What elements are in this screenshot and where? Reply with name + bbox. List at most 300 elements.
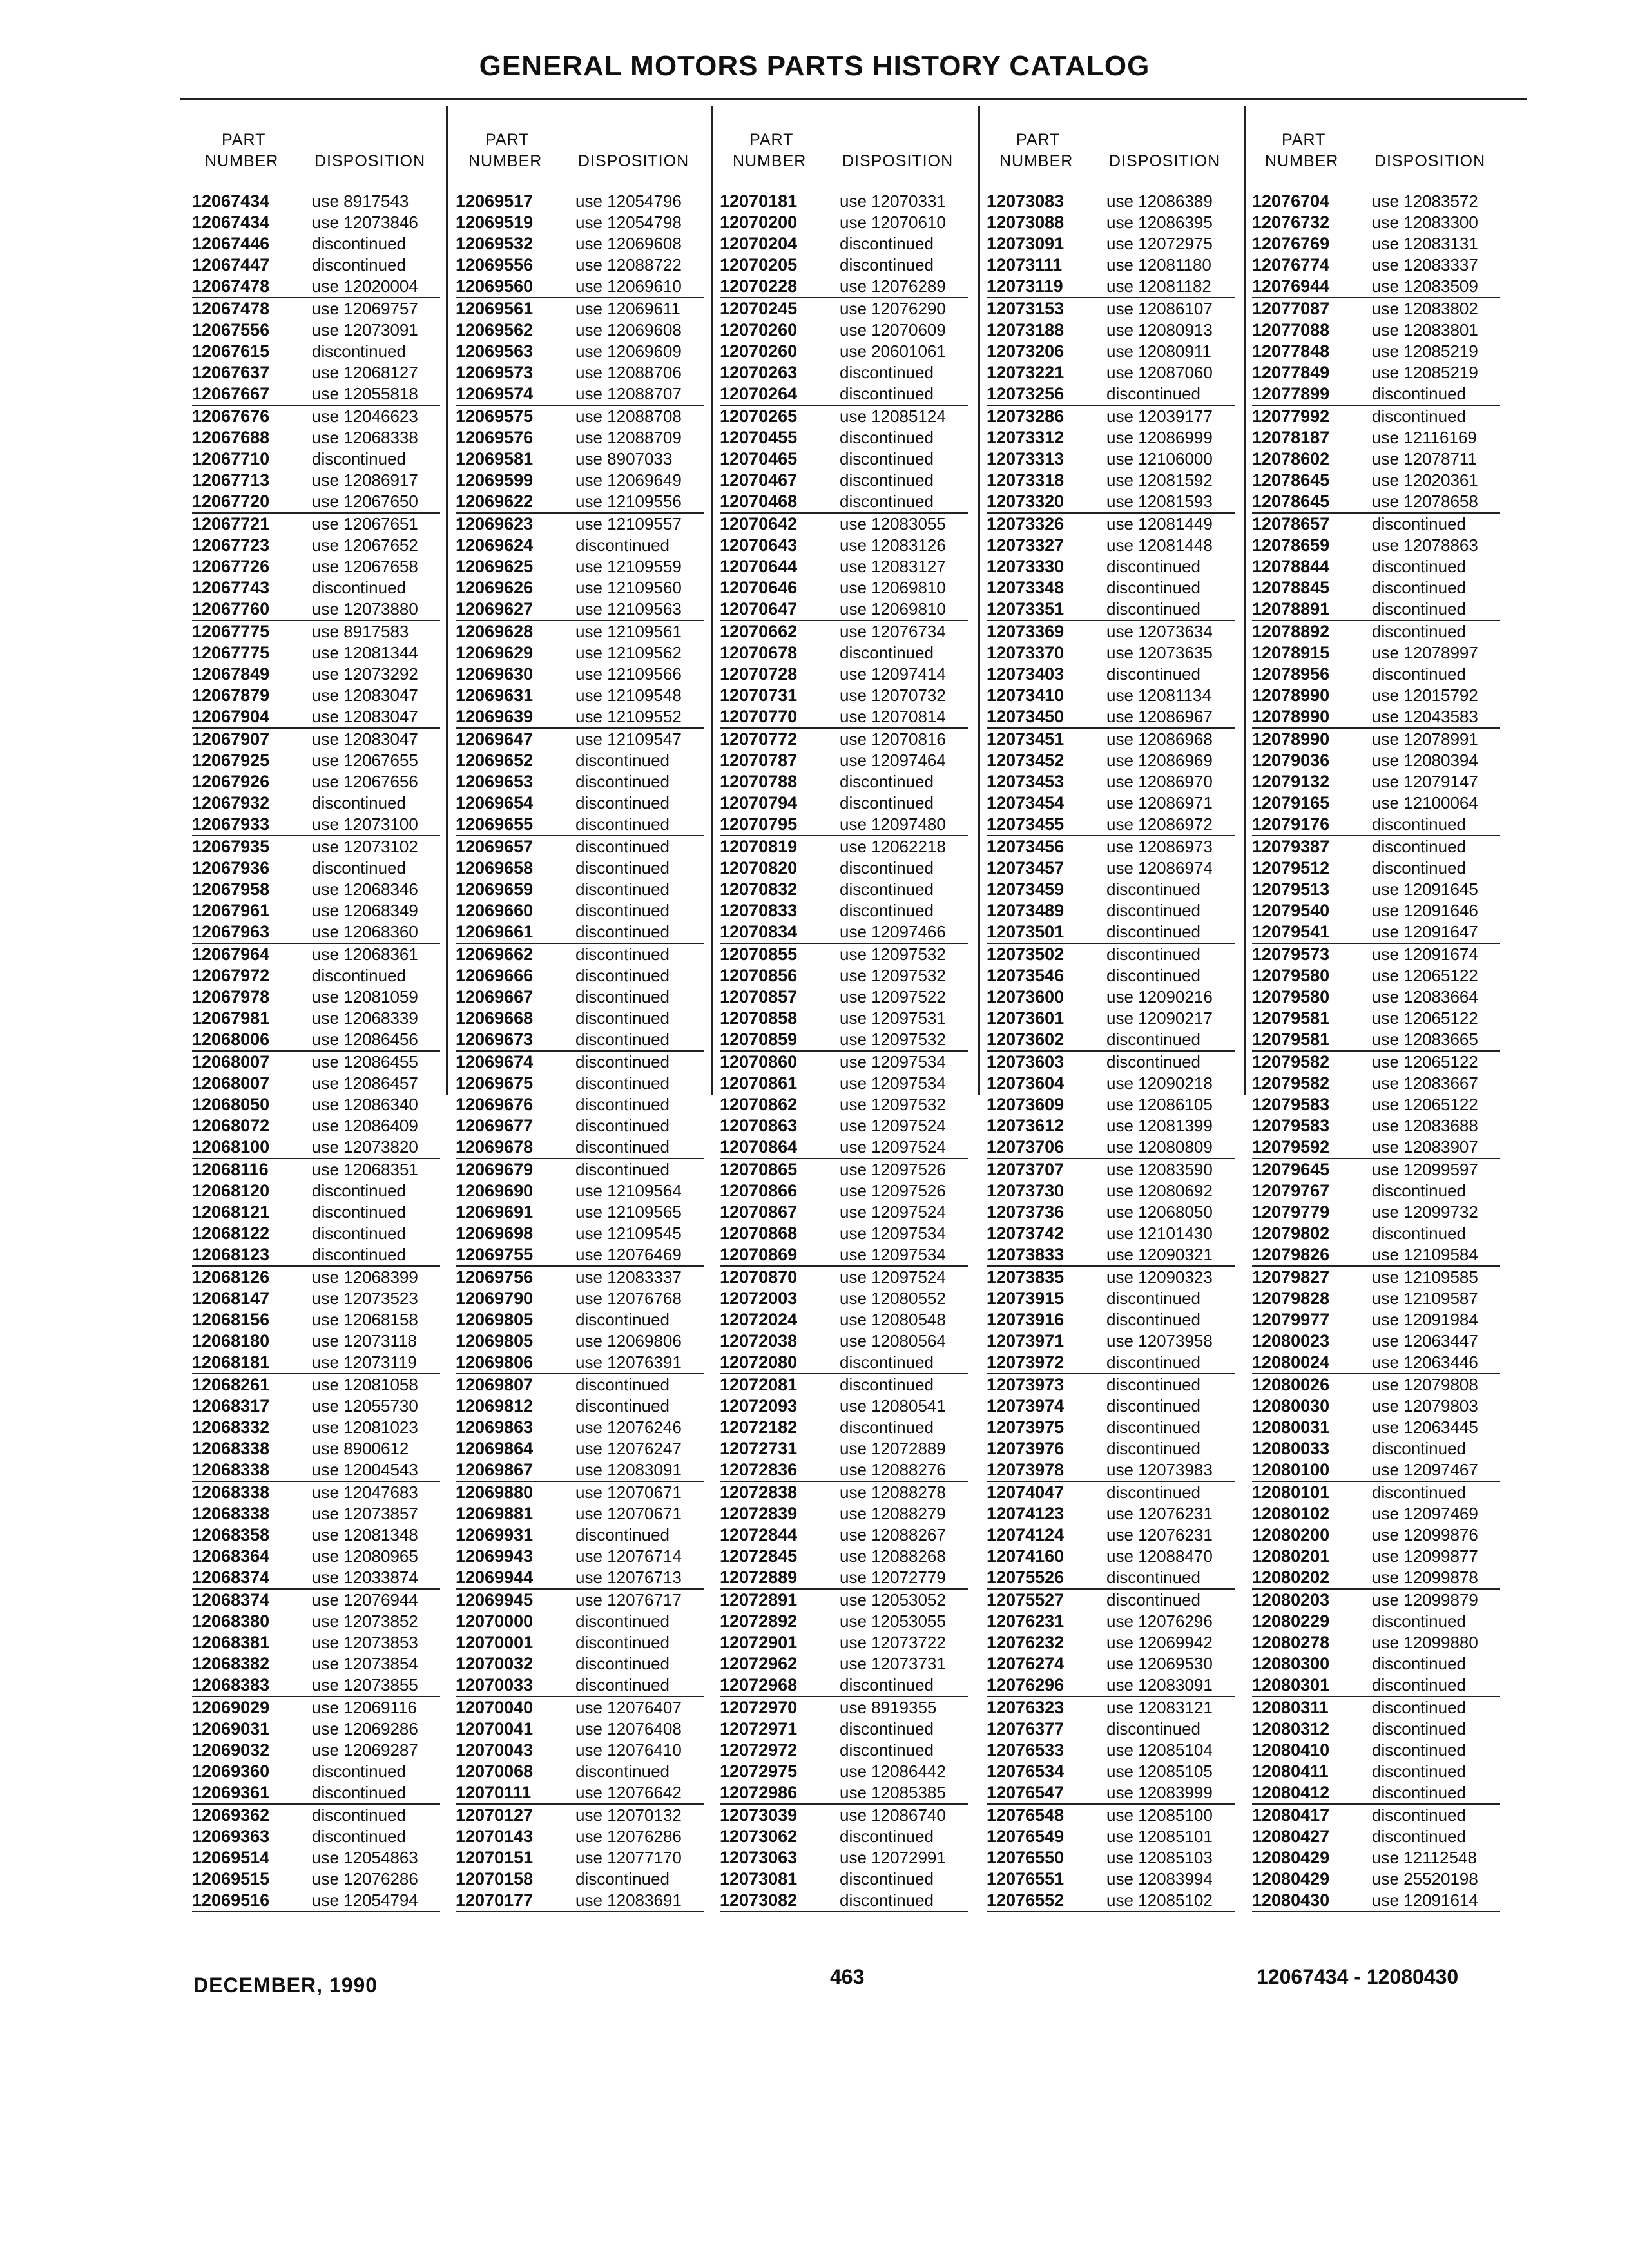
disposition: use 12076247 (575, 1439, 682, 1458)
table-row (1252, 1202, 1500, 1223)
part-number: 12070000 (456, 1611, 534, 1631)
part-number: 12079645 (1252, 1160, 1330, 1179)
disposition: discontinued (1106, 922, 1200, 941)
table-row (1252, 858, 1500, 879)
part-number: 12069805 (456, 1310, 534, 1329)
part-number: 12068317 (192, 1396, 270, 1416)
table-row (1252, 298, 1500, 320)
part-number: 12073063 (720, 1848, 798, 1867)
table-row (720, 1890, 968, 1912)
disposition: use 12085102 (1106, 1890, 1213, 1910)
disposition: use 12070671 (575, 1483, 682, 1502)
table-row (720, 771, 968, 793)
disposition: use 12069116 (312, 1698, 417, 1717)
part-number: 12076533 (987, 1740, 1065, 1760)
table-row (456, 1137, 704, 1159)
table-row (192, 535, 440, 556)
disposition: use 12072991 (840, 1848, 946, 1867)
table-row (987, 1052, 1235, 1073)
table-row (456, 685, 704, 706)
table-row (720, 1309, 968, 1331)
table-row (192, 1524, 440, 1546)
disposition: discontinued (840, 643, 934, 662)
table-row (720, 1590, 968, 1611)
table-row (720, 1374, 968, 1396)
part-number: 12067721 (192, 514, 270, 533)
table-row (720, 1223, 968, 1244)
part-number: 12070858 (720, 1008, 798, 1028)
disposition: use 12099879 (1372, 1590, 1478, 1610)
disposition: use 12086409 (312, 1116, 418, 1135)
part-number: 12073091 (987, 234, 1065, 253)
table-row (1252, 1826, 1500, 1847)
part-number: 12079540 (1252, 901, 1330, 920)
table-row (456, 427, 704, 448)
part-number: 12073111 (987, 255, 1063, 274)
part-number: 12069647 (456, 729, 534, 749)
table-row (192, 1137, 440, 1159)
disposition: use 12083127 (840, 557, 946, 576)
part-number: 12070263 (720, 363, 798, 382)
table-row (192, 1740, 440, 1761)
table-row (1252, 320, 1500, 341)
disposition: use 12070671 (575, 1504, 682, 1523)
disposition: use 12076286 (312, 1869, 418, 1888)
part-number: 12069629 (456, 643, 534, 662)
table-row (720, 298, 968, 320)
part-number: 12069661 (456, 922, 534, 941)
disposition: use 12083509 (1372, 276, 1478, 296)
part-number: 12070788 (720, 772, 798, 791)
disposition: use 12070331 (840, 191, 946, 211)
table-row (192, 1675, 440, 1697)
part-number: 12069622 (456, 492, 534, 511)
part-number: 12069657 (456, 837, 534, 856)
disposition: use 12081593 (1106, 492, 1213, 511)
table-row (720, 535, 968, 556)
disposition: use 12068158 (312, 1310, 418, 1329)
disposition: use 12086971 (1106, 793, 1213, 812)
disposition: use 12109584 (1372, 1245, 1478, 1264)
part-number: 12067478 (192, 299, 270, 318)
table-row (192, 986, 440, 1008)
table-row (720, 1567, 968, 1590)
table-row (1252, 577, 1500, 599)
disposition: discontinued (312, 1783, 406, 1802)
part-number: 12079165 (1252, 793, 1330, 812)
part-number: 12069945 (456, 1590, 534, 1610)
table-row (987, 1546, 1235, 1567)
table-row (720, 1611, 968, 1632)
table-row (456, 1223, 704, 1244)
disposition: use 12109557 (575, 514, 682, 533)
footer-date: DECEMBER, 1990 (193, 1974, 378, 1997)
disposition: use 12063447 (1372, 1331, 1478, 1350)
table-row (1252, 383, 1500, 406)
disposition: discontinued (840, 492, 934, 511)
header-number: NUMBER (999, 152, 1074, 170)
table-row (1252, 1503, 1500, 1524)
disposition: discontinued (840, 449, 934, 468)
table-row (987, 858, 1235, 879)
table-row (1252, 900, 1500, 921)
disposition: use 12065122 (1372, 966, 1478, 985)
part-number: 12069599 (456, 470, 534, 490)
part-number: 12078659 (1252, 535, 1330, 555)
disposition: discontinued (840, 1719, 934, 1738)
disposition: use 12086973 (1106, 837, 1213, 856)
table-row (456, 233, 704, 255)
disposition: use 12068127 (312, 363, 418, 382)
disposition: discontinued (575, 837, 670, 856)
disposition: use 12073100 (312, 814, 418, 834)
table-row (987, 556, 1235, 577)
part-number: 12072891 (720, 1590, 798, 1610)
column-divider (1244, 106, 1246, 1095)
table-row (456, 1396, 704, 1417)
table-row (987, 255, 1235, 276)
part-number: 12073088 (987, 213, 1065, 232)
table-row (987, 706, 1235, 729)
disposition: use 12083664 (1372, 987, 1478, 1006)
table-row (987, 1244, 1235, 1267)
part-number: 12068358 (192, 1525, 270, 1544)
disposition: use 12085103 (1106, 1848, 1213, 1867)
table-row (720, 1675, 968, 1697)
table-row (456, 1632, 704, 1653)
table-row (192, 1202, 440, 1223)
disposition: use 12097524 (840, 1202, 946, 1222)
disposition: discontinued (1106, 1590, 1200, 1610)
disposition: discontinued (575, 1052, 670, 1072)
part-number: 12073206 (987, 341, 1065, 361)
part-number: 12070870 (720, 1267, 798, 1287)
header-number: NUMBER (1265, 152, 1339, 170)
part-number: 12067434 (192, 191, 270, 211)
table-row (192, 1653, 440, 1675)
table-row (456, 577, 704, 599)
disposition: use 8900612 (312, 1439, 409, 1458)
part-number: 12078956 (1252, 664, 1330, 684)
part-number: 12070819 (720, 837, 798, 856)
disposition: use 12083907 (1372, 1137, 1478, 1157)
part-number: 12069562 (456, 320, 534, 340)
table-row (720, 1438, 968, 1459)
table-row (1252, 1309, 1500, 1331)
table-row (720, 621, 968, 642)
table-row (720, 362, 968, 383)
part-number: 12072901 (720, 1633, 798, 1652)
disposition: use 12081348 (312, 1525, 418, 1544)
table-row (456, 1052, 704, 1073)
disposition: discontinued (1106, 1439, 1200, 1458)
part-number: 12079580 (1252, 987, 1330, 1006)
disposition: use 12076713 (575, 1568, 682, 1587)
disposition: use 12072975 (1106, 234, 1213, 253)
disposition: use 12083994 (1106, 1869, 1213, 1888)
disposition: discontinued (575, 1762, 670, 1781)
disposition: use 12073731 (840, 1654, 946, 1673)
disposition: use 12070609 (840, 320, 946, 340)
table-row (456, 664, 704, 685)
table-row (192, 1611, 440, 1632)
disposition: discontinued (312, 578, 406, 597)
part-number: 12080203 (1252, 1590, 1330, 1610)
part-number: 12069658 (456, 858, 534, 878)
disposition: use 12083337 (1372, 255, 1478, 274)
disposition: use 12097526 (840, 1181, 946, 1200)
disposition: use 12086970 (1106, 772, 1213, 791)
part-number: 12079977 (1252, 1310, 1330, 1329)
disposition: use 12097526 (840, 1160, 946, 1179)
disposition: use 12088279 (840, 1504, 946, 1523)
part-number: 12070465 (720, 449, 798, 468)
table-row (456, 383, 704, 406)
part-number: 12069673 (456, 1030, 534, 1049)
disposition: use 12076407 (575, 1698, 682, 1717)
part-number: 12079582 (1252, 1052, 1330, 1072)
part-number: 12068181 (192, 1352, 270, 1372)
disposition: use 12085219 (1372, 363, 1478, 382)
part-number: 12067710 (192, 449, 270, 468)
table-row (720, 320, 968, 341)
disposition: use 12091647 (1372, 922, 1478, 941)
table-row (1252, 212, 1500, 233)
disposition: discontinued (1372, 664, 1466, 684)
table-row (1252, 986, 1500, 1008)
disposition: discontinued (1372, 1654, 1466, 1673)
disposition: use 12097532 (840, 945, 946, 964)
part-number: 12072972 (720, 1740, 798, 1760)
part-number: 12069881 (456, 1504, 534, 1523)
table-row (720, 276, 968, 298)
table-row (456, 341, 704, 362)
part-number: 12079512 (1252, 858, 1330, 878)
part-number: 12067775 (192, 622, 270, 641)
disposition: use 12081134 (1106, 686, 1211, 705)
disposition: use 12068346 (312, 879, 418, 899)
table-row (456, 1352, 704, 1374)
table-row (720, 1396, 968, 1417)
table-row (456, 900, 704, 921)
disposition: discontinued (575, 1869, 670, 1888)
table-row (1252, 1288, 1500, 1309)
disposition: use 12053052 (840, 1590, 946, 1610)
table-row (987, 383, 1235, 406)
disposition: use 12069610 (575, 276, 682, 296)
disposition: discontinued (575, 1375, 670, 1394)
part-number: 12070032 (456, 1654, 534, 1673)
disposition: use 12073119 (312, 1352, 417, 1372)
part-number: 12076769 (1252, 234, 1330, 253)
table-row (456, 1331, 704, 1352)
part-number: 12069944 (456, 1568, 534, 1587)
table-row (987, 1309, 1235, 1331)
table-row (987, 1524, 1235, 1546)
disposition: use 12073091 (312, 320, 418, 340)
table-row (456, 276, 704, 298)
disposition: use 12069806 (575, 1331, 682, 1350)
top-rule (180, 98, 1527, 100)
disposition: use 12078711 (1372, 449, 1477, 468)
disposition: use 12083801 (1372, 320, 1478, 340)
table-row (456, 212, 704, 233)
part-number: 12069676 (456, 1095, 534, 1114)
part-number: 12068100 (192, 1137, 270, 1157)
part-number: 12068381 (192, 1633, 270, 1652)
disposition: use 12086456 (312, 1030, 418, 1049)
table-row (192, 750, 440, 771)
table-row (720, 556, 968, 577)
disposition: use 12068050 (1106, 1202, 1213, 1222)
part-number: 12080101 (1252, 1483, 1330, 1502)
part-number: 12073974 (987, 1396, 1065, 1416)
part-number: 12073978 (987, 1460, 1065, 1479)
header-part: PART (749, 131, 794, 149)
table-row (456, 1740, 704, 1761)
part-number: 12067775 (192, 643, 270, 662)
table-row (192, 1115, 440, 1137)
disposition: discontinued (575, 945, 670, 964)
table-row (192, 298, 440, 320)
part-number: 12070866 (720, 1181, 798, 1200)
part-number: 12076551 (987, 1869, 1065, 1888)
disposition: use 12079808 (1372, 1375, 1478, 1394)
disposition: discontinued (840, 428, 934, 447)
part-number: 12068050 (192, 1095, 270, 1114)
disposition: use 12081058 (312, 1375, 418, 1394)
table-row (987, 1267, 1235, 1288)
disposition: discontinued (575, 1310, 670, 1329)
part-number: 12070205 (720, 255, 798, 274)
disposition: discontinued (1106, 1483, 1200, 1502)
disposition: use 12099876 (1372, 1525, 1478, 1544)
disposition: use 12076391 (575, 1352, 682, 1372)
disposition: use 12080552 (840, 1289, 946, 1308)
table-row (720, 1761, 968, 1782)
part-number: 12080410 (1252, 1740, 1330, 1760)
table-row (720, 642, 968, 664)
table-row (987, 514, 1235, 535)
part-number: 12073742 (987, 1224, 1065, 1243)
disposition: discontinued (312, 858, 406, 878)
page-title: GENERAL MOTORS PARTS HISTORY CATALOG (479, 50, 1150, 82)
disposition: discontinued (312, 966, 406, 985)
part-number: 12070795 (720, 814, 798, 834)
table-row (720, 664, 968, 685)
part-number: 12069677 (456, 1116, 534, 1135)
table-row (720, 1267, 968, 1288)
part-number: 12073833 (987, 1245, 1065, 1264)
table-row (456, 1805, 704, 1826)
part-number: 12070068 (456, 1762, 534, 1781)
page-number: 463 (830, 1965, 865, 1988)
table-row (1252, 1180, 1500, 1202)
table-row (720, 1137, 968, 1159)
part-number: 12070200 (720, 213, 798, 232)
table-row (456, 1847, 704, 1869)
part-number: 12069863 (456, 1418, 534, 1437)
disposition: use 12088278 (840, 1483, 946, 1502)
part-number: 12070731 (720, 686, 798, 705)
disposition: use 12080394 (1372, 751, 1478, 770)
table-row (987, 320, 1235, 341)
part-number: 12067760 (192, 599, 270, 619)
table-row (192, 793, 440, 814)
table-row (987, 814, 1235, 836)
table-row (456, 1417, 704, 1438)
table-row (1252, 255, 1500, 276)
part-number: 12073082 (720, 1890, 798, 1910)
table-row (1252, 1137, 1500, 1159)
disposition: use 12068399 (312, 1267, 418, 1287)
table-row (192, 1890, 440, 1912)
part-number: 12080278 (1252, 1633, 1330, 1652)
table-row (1252, 1352, 1500, 1374)
disposition: discontinued (575, 814, 670, 834)
table-row (987, 729, 1235, 750)
part-number: 12073489 (987, 901, 1065, 920)
header-disposition: DISPOSITION (314, 152, 426, 170)
table-row (192, 921, 440, 944)
part-number: 12070832 (720, 879, 798, 899)
part-number: 12077849 (1252, 363, 1330, 382)
table-row (987, 470, 1235, 491)
table-row (456, 320, 704, 341)
table-row (1252, 621, 1500, 642)
table-row (987, 1697, 1235, 1718)
disposition: use 12054798 (575, 213, 682, 232)
disposition: use 12086917 (312, 470, 418, 490)
disposition: discontinued (840, 1740, 934, 1760)
part-number: 12067615 (192, 341, 270, 361)
table-row (1252, 1094, 1500, 1115)
table-row (192, 556, 440, 577)
part-number: 12073501 (987, 922, 1065, 941)
disposition: use 12072779 (840, 1568, 946, 1587)
table-row (192, 706, 440, 729)
disposition: use 12088268 (840, 1546, 946, 1566)
disposition: use 12109556 (575, 492, 682, 511)
part-number: 12079580 (1252, 966, 1330, 985)
disposition: use 12073102 (312, 837, 418, 856)
disposition: discontinued (312, 1762, 406, 1781)
part-number: 12076274 (987, 1654, 1065, 1673)
disposition: use 12081180 (1106, 255, 1211, 274)
disposition: use 12085385 (840, 1783, 946, 1802)
part-number: 12073453 (987, 772, 1065, 791)
disposition: discontinued (575, 1654, 670, 1673)
part-number: 12067720 (192, 492, 270, 511)
disposition: discontinued (312, 255, 406, 274)
disposition: use 12076734 (840, 622, 946, 641)
part-number: 12070794 (720, 793, 798, 812)
disposition: use 12086107 (1106, 299, 1213, 318)
table-row (456, 1697, 704, 1718)
table-row (456, 1675, 704, 1697)
part-number: 12069662 (456, 945, 534, 964)
table-row (720, 1331, 968, 1352)
table-row (1252, 1675, 1500, 1697)
part-number: 12073972 (987, 1352, 1065, 1372)
part-number: 12073603 (987, 1052, 1065, 1072)
table-row (987, 1008, 1235, 1029)
part-number: 12073452 (987, 751, 1065, 770)
table-row (1252, 1740, 1500, 1761)
table-row (987, 1396, 1235, 1417)
disposition: use 8917543 (312, 191, 409, 211)
part-number: 12070787 (720, 751, 798, 770)
